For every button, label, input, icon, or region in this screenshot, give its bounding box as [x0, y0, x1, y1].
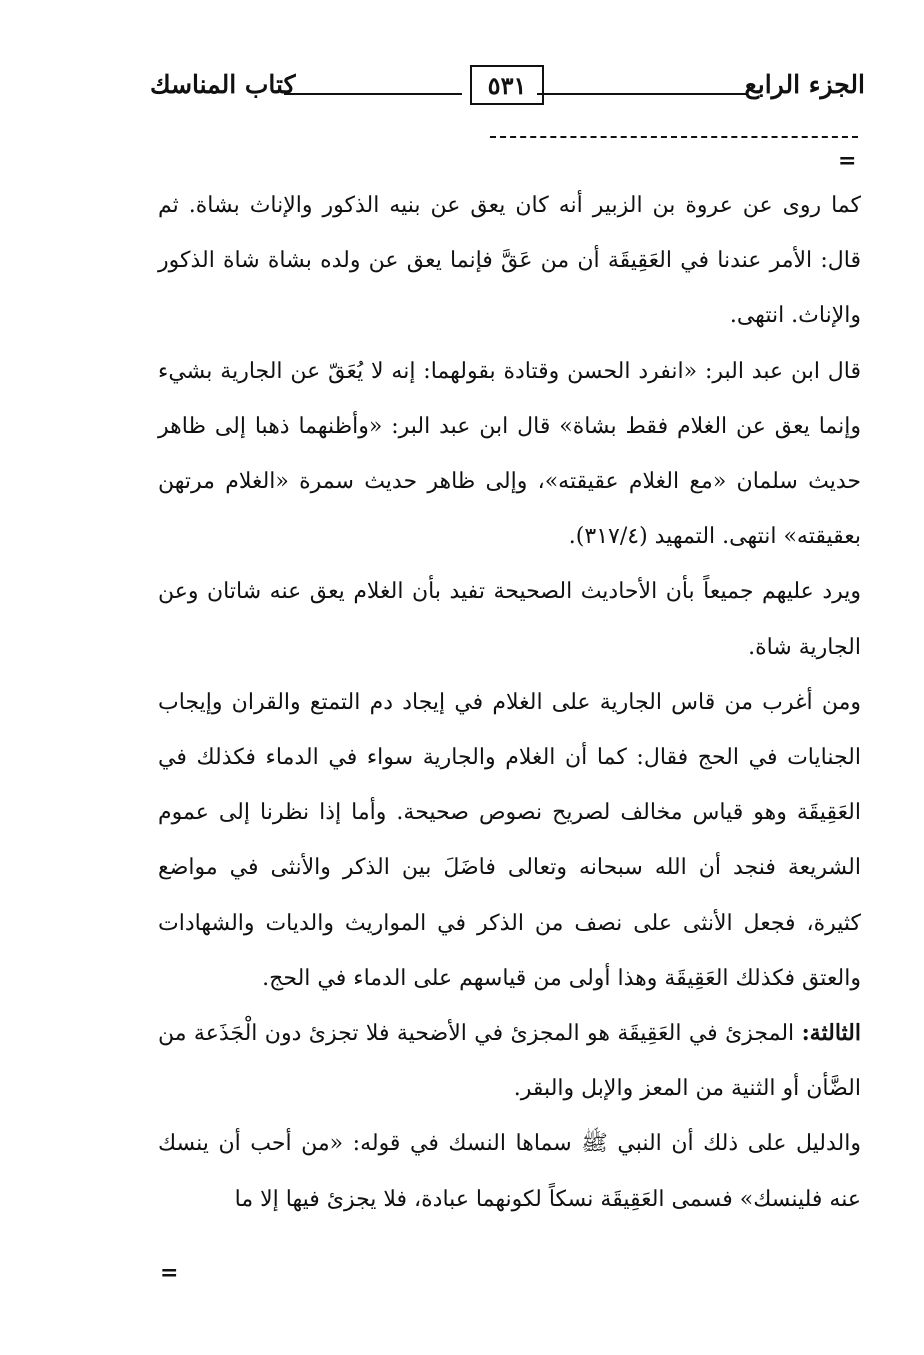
header-dashed-rule	[490, 136, 858, 138]
page-number-text: ٥٣١	[487, 70, 527, 100]
paragraph-2	[158, 344, 861, 565]
continuation-mark-top: =	[838, 148, 857, 174]
paragraph-1-text: كما روى عن عروة بن الزبير أنه كان يعق عن بنيه الذكور والإناث بشاة. ثم قال: الأمر عندنا في العَقِيقَة أن من عَقَّ فإنما يعق عن ولده بشاة شاة الذكور والإناث. انتهى.	[158, 193, 861, 329]
volume-title: الجزء الرابع	[744, 70, 865, 99]
header-rule-right	[537, 93, 747, 95]
continuation-mark-bottom: =	[160, 1260, 179, 1286]
header-rule-left	[284, 93, 462, 95]
paragraph-4	[158, 675, 861, 1006]
paragraph-3	[158, 564, 861, 674]
page-number	[470, 65, 544, 105]
paragraph-5-text: المجزئ في العَقِيقَة هو المجزئ في الأضحية فلا تجزئ دون الْجَذَعة من الضَّأن أو الثنية من المعز والإبل والبقر.	[158, 1021, 861, 1102]
paragraph-6	[158, 1116, 861, 1226]
paragraph-4-text: ومن أغرب من قاس الجارية على الغلام في إيجاد دم التمتع والقران وإيجاب الجنايات في الحج فقال: كما أن الغلام والجارية سواء في الدماء فكذلك في العَقِيقَة وهو قياس مخالف لصريح نصوص صحيحة. وأما إذا نظرنا إلى عموم الشريعة فنجد أن الله سبحانه وتعالى فاضَلَ بين الذكر والأنثى في مواضع كثيرة، فجعل الأنثى على نصف من الذكر في المواريث والديات والشهادات والعتق فكذلك العَقِيقَة وهذا أولى من قياسهم على الدماء في الحج.	[158, 689, 861, 991]
page-body	[158, 178, 861, 1227]
paragraph-2-text: قال ابن عبد البر: «انفرد الحسن وقتادة بقولهما: إنه لا يُعَقّ عن الجارية بشيء وإنما يعق عن الغلام فقط بشاة» قال ابن عبد البر: «وأظنهما ذهبا إلى ظاهر حديث سلمان «مع الغلام عقيقته»، وإلى ظاهر حديث سمرة «الغلام مرتهن بعقيقته» انتهى. التمهيد (٣١٧/٤).	[158, 358, 861, 550]
paragraph-1	[158, 178, 861, 344]
page-header	[150, 62, 865, 112]
paragraph-5-lead: الثالثة:	[801, 1020, 861, 1047]
paragraph-6-text: والدليل على ذلك أن النبي ﷺ سماها النسك في قوله: «من أحب أن ينسك عنه فلينسك» فسمى العَقِيقَة نسكاً لكونهما عبادة، فلا يجزئ فيها إلا ما	[158, 1131, 861, 1212]
book-title: كتاب المناسك	[150, 70, 296, 99]
paragraph-3-text: ويرد عليهم جميعاً بأن الأحاديث الصحيحة تفيد بأن الغلام يعق عنه شاتان وعن الجارية شاة.	[158, 579, 861, 660]
paragraph-5	[158, 1006, 861, 1116]
